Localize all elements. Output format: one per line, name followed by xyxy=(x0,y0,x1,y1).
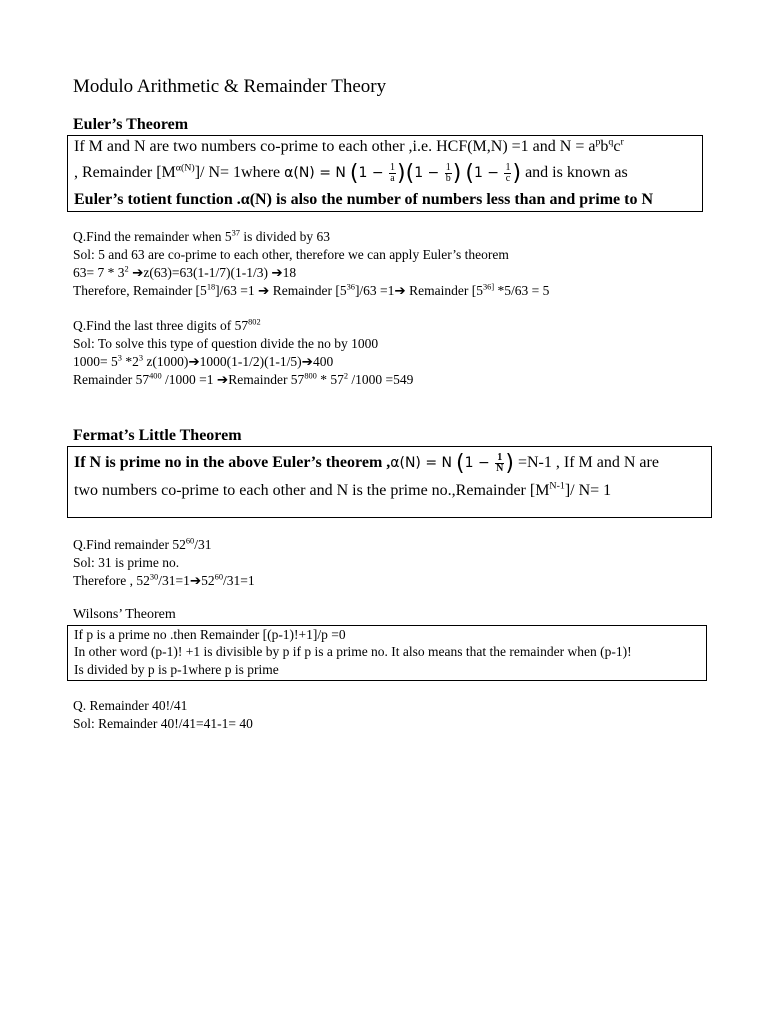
q3-step-1: Therefore , $52^{30}/31=1➔52^{60}/31=1$ xyxy=(73,572,255,588)
q2-step-2: Remainder $57^{400}$ /1000 =1 ➔Remainder $57^{800} * 57^2$ /1000 =549 xyxy=(73,371,414,387)
q4-solution: Sol: Remainder 40!/41=41-1= 40 xyxy=(73,716,253,731)
euler-heading: Euler’s Theorem xyxy=(73,116,189,133)
fermat-line-1: If N is prime no in the above Euler’s theorem ,α(N) = N (1 − $\frac{1}{N}$ ) =N-1 , If M and N are xyxy=(74,451,659,476)
wilson-line-1: If p is a prime no .then Remainder [(p-1)!+1]/p =0 xyxy=(74,627,346,642)
euler-theorem-box xyxy=(67,135,703,212)
euler-line-2: , Remainder $[M^{\alpha(N)}]/$ N= 1where α(N) = N (1 − $\frac{1}{a}$ )(1 − $\frac{1}{b}$ ) (1 − $\frac{1}{c}$ ) and is known as xyxy=(74,161,628,186)
q2-step-1: $1000= 5^3$ $*2^3$ z(1000)➔1000(1-1/2)(1-1/5)➔400 xyxy=(73,353,334,369)
fermat-heading: Fermat’s Little Theorem xyxy=(73,427,242,444)
q4-question: Q. Remainder 40!/41 xyxy=(73,698,188,713)
wilson-heading: Wilsons’ Theorem xyxy=(73,607,176,622)
q2-solution: Sol: To solve this type of question divide the no by 1000 xyxy=(73,336,379,351)
q3-question: Q.Find remainder $52^{60}/31$ xyxy=(73,536,212,552)
wilson-line-2: In other word (p-1)! +1 is divisible by p if p is a prime no. It also means that the remainder when (p-1)! xyxy=(74,644,632,659)
euler-line-1: If M and N are two numbers co-prime to each other ,i.e. HCF(M,N) =1 and $N = a^pb^qc^r$ xyxy=(74,136,624,155)
q1-solution: Sol: 5 and 63 are co-prime to each other, therefore we can apply Euler’s theorem xyxy=(73,247,509,262)
wilson-theorem-box xyxy=(67,625,707,681)
q1-question: Q.Find the remainder when $5^{37}$ is divided by 63 xyxy=(73,228,330,244)
fermat-theorem-box xyxy=(67,446,712,518)
q3-solution: Sol: 31 is prime no. xyxy=(73,555,180,570)
q1-step-2: Therefore, Remainder $[5^{18}]/63 =1$ ➔ Remainder $[5^{36}]/63$ =1➔ Remainder [$5^{36]}$ *5/63 = 5 xyxy=(73,282,550,298)
page-title: Modulo Arithmetic & Remainder Theory xyxy=(73,76,387,97)
wilson-line-3: Is divided by p is p-1where p is prime xyxy=(74,662,279,677)
q1-step-1: $63= 7 * 3^2$ ➔z(63)=63(1-1/7)(1-1/3) ➔18 xyxy=(73,264,297,280)
q2-question: Q.Find the last three digits of $57^{802}$ xyxy=(73,317,261,333)
euler-line-3: Euler’s totient function .α(N) is also the number of numbers less than and prime to N xyxy=(74,191,654,208)
fermat-line-2: two numbers co-prime to each other and N is the prime no.,Remainder $[M^{N-1}]/$ N= 1 xyxy=(74,480,612,499)
